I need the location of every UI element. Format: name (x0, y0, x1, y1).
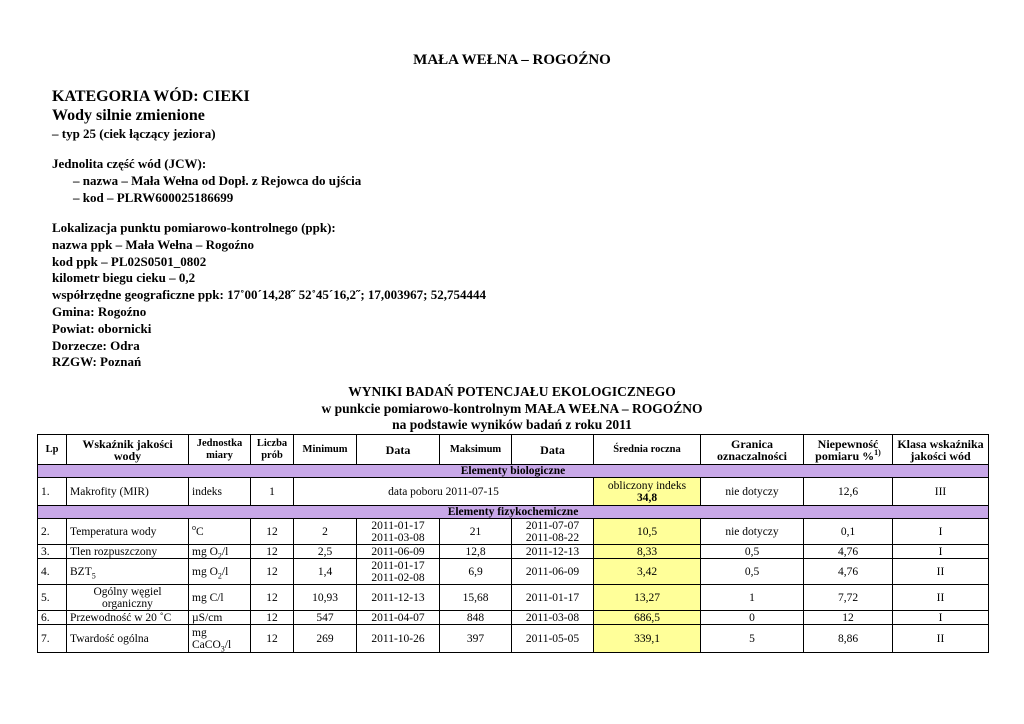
location-section (52, 220, 486, 371)
document-title: MAŁA WEŁNA – ROGOŹNO (413, 52, 611, 68)
cell-uncertainty: 4,76 (804, 559, 893, 585)
table-row (38, 545, 989, 559)
cell-class: III (893, 478, 989, 506)
cell-min-date (357, 559, 440, 585)
cell-max-date: 2011-01-17 (512, 585, 594, 611)
cell-indicator (67, 585, 189, 611)
cell-uncertainty: 4,76 (804, 545, 893, 559)
cell-min: 1,4 (294, 559, 357, 585)
cell-min-date: 2011-06-09 (357, 545, 440, 559)
header-lp: Lp (38, 435, 67, 465)
cell-lp: 2. (38, 519, 67, 545)
cell-uncertainty: 8,86 (804, 625, 893, 653)
cell-max: 12,8 (440, 545, 512, 559)
cell-indicator: Twardość ogólna (67, 625, 189, 653)
results-table (37, 434, 989, 653)
cell-min-date: 2011-10-26 (357, 625, 440, 653)
cell-mean: 686,5 (594, 611, 701, 625)
cell-count: 1 (251, 478, 294, 506)
cell-max: 848 (440, 611, 512, 625)
cell-min-date (357, 519, 440, 545)
cell-limit: 0,5 (701, 545, 804, 559)
location-code: kod ppk – PL02S0501_0802 (52, 253, 207, 269)
max-date-b: 2011-08-22 (525, 531, 580, 544)
cell-mean: 13,27 (594, 585, 701, 611)
min-date-b: 2011-02-08 (371, 571, 425, 584)
cell-uncertainty: 0,1 (804, 519, 893, 545)
unit-text: mg O (192, 565, 218, 578)
header-unit: Jednostka miary (189, 435, 251, 465)
unit-line-2 (192, 639, 247, 651)
unit-subscript: 3 (220, 643, 225, 653)
cell-indicator (67, 559, 189, 585)
cell-limit: nie dotyczy (701, 519, 804, 545)
results-line-3: na podstawie wyników badań z roku 2011 (392, 417, 632, 432)
indicator-text: BZT (70, 565, 92, 578)
location-powiat: Powiat: obornicki (52, 320, 152, 336)
table-row (38, 585, 989, 611)
header-limit: Granica oznaczalności (701, 435, 804, 465)
indicator-subscript: 5 (91, 570, 96, 580)
unit-degree: o (192, 522, 196, 532)
header-date-min: Data (357, 435, 440, 465)
cell-unit (189, 519, 251, 545)
cell-count: 12 (251, 625, 294, 653)
cell-mean-value: 34,8 (636, 491, 658, 504)
cell-limit: 5 (701, 625, 804, 653)
cell-lp: 5. (38, 585, 67, 611)
jcw-section (52, 155, 361, 206)
cell-max: 397 (440, 625, 512, 653)
unit-text: C (196, 525, 204, 538)
cell-unit (189, 559, 251, 585)
cell-min-date: 2011-12-13 (357, 585, 440, 611)
cell-mean: 3,42 (594, 559, 701, 585)
cell-indicator: Makrofity (MIR) (67, 478, 189, 506)
location-name: nazwa ppk – Mała Wełna – Rogoźno (52, 236, 255, 252)
cell-min: 269 (294, 625, 357, 653)
cell-unit (189, 625, 251, 653)
cell-indicator: Temperatura wody (67, 519, 189, 545)
cell-max-date: 2011-06-09 (512, 559, 594, 585)
location-rzgw: RZGW: Poznań (52, 354, 142, 370)
cell-limit: 0,5 (701, 559, 804, 585)
cell-mean-label: obliczony indeks (607, 479, 687, 492)
table-row (38, 611, 989, 625)
cell-mean: 8,33 (594, 545, 701, 559)
cell-max: 6,9 (440, 559, 512, 585)
table-header-row (38, 435, 989, 465)
cell-mean (594, 478, 701, 506)
cell-min: 2,5 (294, 545, 357, 559)
results-line-1: WYNIKI BADAŃ POTENCJAŁU EKOLOGICZNEGO (348, 384, 676, 399)
header-mean: Średnia roczna (594, 435, 701, 465)
header-min: Minimum (294, 435, 357, 465)
cell-class: I (893, 611, 989, 625)
unit-suffix: /l (221, 565, 229, 578)
cell-min: 10,93 (294, 585, 357, 611)
table-row (38, 559, 989, 585)
cell-count: 12 (251, 585, 294, 611)
unit-subscript: 2 (217, 550, 222, 559)
header-class: Klasa wskaźnika jakości wód (893, 435, 989, 465)
cell-sampling-date: data poboru 2011-07-15 (294, 478, 594, 506)
min-date-a: 2011-01-17 (371, 559, 425, 572)
cell-limit: 0 (701, 611, 804, 625)
cell-max: 21 (440, 519, 512, 545)
cell-lp: 6. (38, 611, 67, 625)
location-km: kilometr biegu cieku – 0,2 (52, 270, 196, 286)
unit-suffix: /l (224, 638, 232, 651)
cell-class: I (893, 545, 989, 559)
section-biological: Elementy biologiczne (38, 465, 989, 478)
section-row-physicochemical (38, 506, 989, 519)
location-gmina: Gmina: Rogoźno (52, 303, 147, 319)
jcw-code: – kod – PLRW600025186699 (73, 190, 234, 205)
jcw-name: – nazwa – Mała Wełna od Dopł. z Rejowca do ujścia (73, 173, 362, 188)
cell-uncertainty: 7,72 (804, 585, 893, 611)
header-date-max: Data (512, 435, 594, 465)
cell-uncertainty: 12,6 (804, 478, 893, 506)
cell-mean: 339,1 (594, 625, 701, 653)
table-row (38, 478, 989, 506)
unit-text: CaCO (192, 638, 221, 651)
table-row (38, 519, 989, 545)
cell-max-date: 2011-05-05 (512, 625, 594, 653)
cell-class: II (893, 585, 989, 611)
cell-unit (189, 545, 251, 559)
category-type: – typ 25 (ciek łączący jeziora) (52, 126, 216, 141)
cell-uncertainty: 12 (804, 611, 893, 625)
cell-indicator: Tlen rozpuszczony (67, 545, 189, 559)
table-row (38, 625, 989, 653)
header-count: Liczba prób (251, 435, 294, 465)
header-uncertainty-text: Niepewność pomiaru % (815, 436, 879, 463)
section-physicochemical: Elementy fizykochemiczne (38, 506, 989, 519)
cell-limit: 1 (701, 585, 804, 611)
header-indicator: Wskaźnik jakości wody (67, 435, 189, 465)
max-date-a: 2011-07-07 (525, 519, 580, 532)
cell-lp: 3. (38, 545, 67, 559)
section-row-biological (38, 465, 989, 478)
cell-class: II (893, 625, 989, 653)
cell-max-date: 2011-03-08 (512, 611, 594, 625)
cell-unit: indeks (189, 478, 251, 506)
min-date-a: 2011-01-17 (371, 519, 425, 532)
header-uncertainty (804, 435, 893, 465)
cell-max-date: 2011-12-13 (512, 545, 594, 559)
unit-suffix: /l (221, 545, 229, 558)
cell-min: 547 (294, 611, 357, 625)
indicator-line-1: Ogólny węgiel (93, 585, 162, 598)
min-date-b: 2011-03-08 (371, 531, 425, 544)
cell-unit: µS/cm (189, 611, 251, 625)
cell-lp: 4. (38, 559, 67, 585)
results-line-2: w punkcie pomiarowo-kontrolnym MAŁA WEŁNA – ROGOŹNO (321, 400, 703, 416)
cell-mean: 10,5 (594, 519, 701, 545)
cell-lp: 1. (38, 478, 67, 506)
cell-unit: mg C/l (189, 585, 251, 611)
cell-count: 12 (251, 559, 294, 585)
unit-text: mg O (192, 545, 218, 558)
cell-lp: 7. (38, 625, 67, 653)
location-heading: Lokalizacja punktu pomiarowo-kontrolnego (ppk): (52, 220, 336, 235)
category-heading: KATEGORIA WÓD: CIEKI (52, 88, 250, 105)
cell-min: 2 (294, 519, 357, 545)
cell-class: II (893, 559, 989, 585)
results-heading (0, 384, 1024, 434)
cell-count: 12 (251, 545, 294, 559)
cell-count: 12 (251, 611, 294, 625)
cell-class: I (893, 519, 989, 545)
cell-indicator: Przewodność w 20 ˚C (67, 611, 189, 625)
unit-subscript: 2 (217, 570, 222, 580)
header-uncertainty-footnote: 1) (874, 447, 881, 457)
unit-line-1: mg (192, 626, 207, 639)
indicator-line-2: organiczny (102, 597, 153, 610)
header-max: Maksimum (440, 435, 512, 465)
location-dorzecze: Dorzecze: Odra (52, 337, 140, 353)
location-coords: współrzędne geograficzne ppk: 17˚00´14,28˝ 52˚45´16,2˝; 17,003967; 52,754444 (52, 287, 487, 303)
jcw-heading: Jednolita część wód (JCW): (52, 156, 207, 171)
cell-limit: nie dotyczy (701, 478, 804, 506)
cell-count: 12 (251, 519, 294, 545)
cell-max-date (512, 519, 594, 545)
category-subheading: Wody silnie zmienione (52, 107, 205, 124)
cell-min-date: 2011-04-07 (357, 611, 440, 625)
cell-max: 15,68 (440, 585, 512, 611)
